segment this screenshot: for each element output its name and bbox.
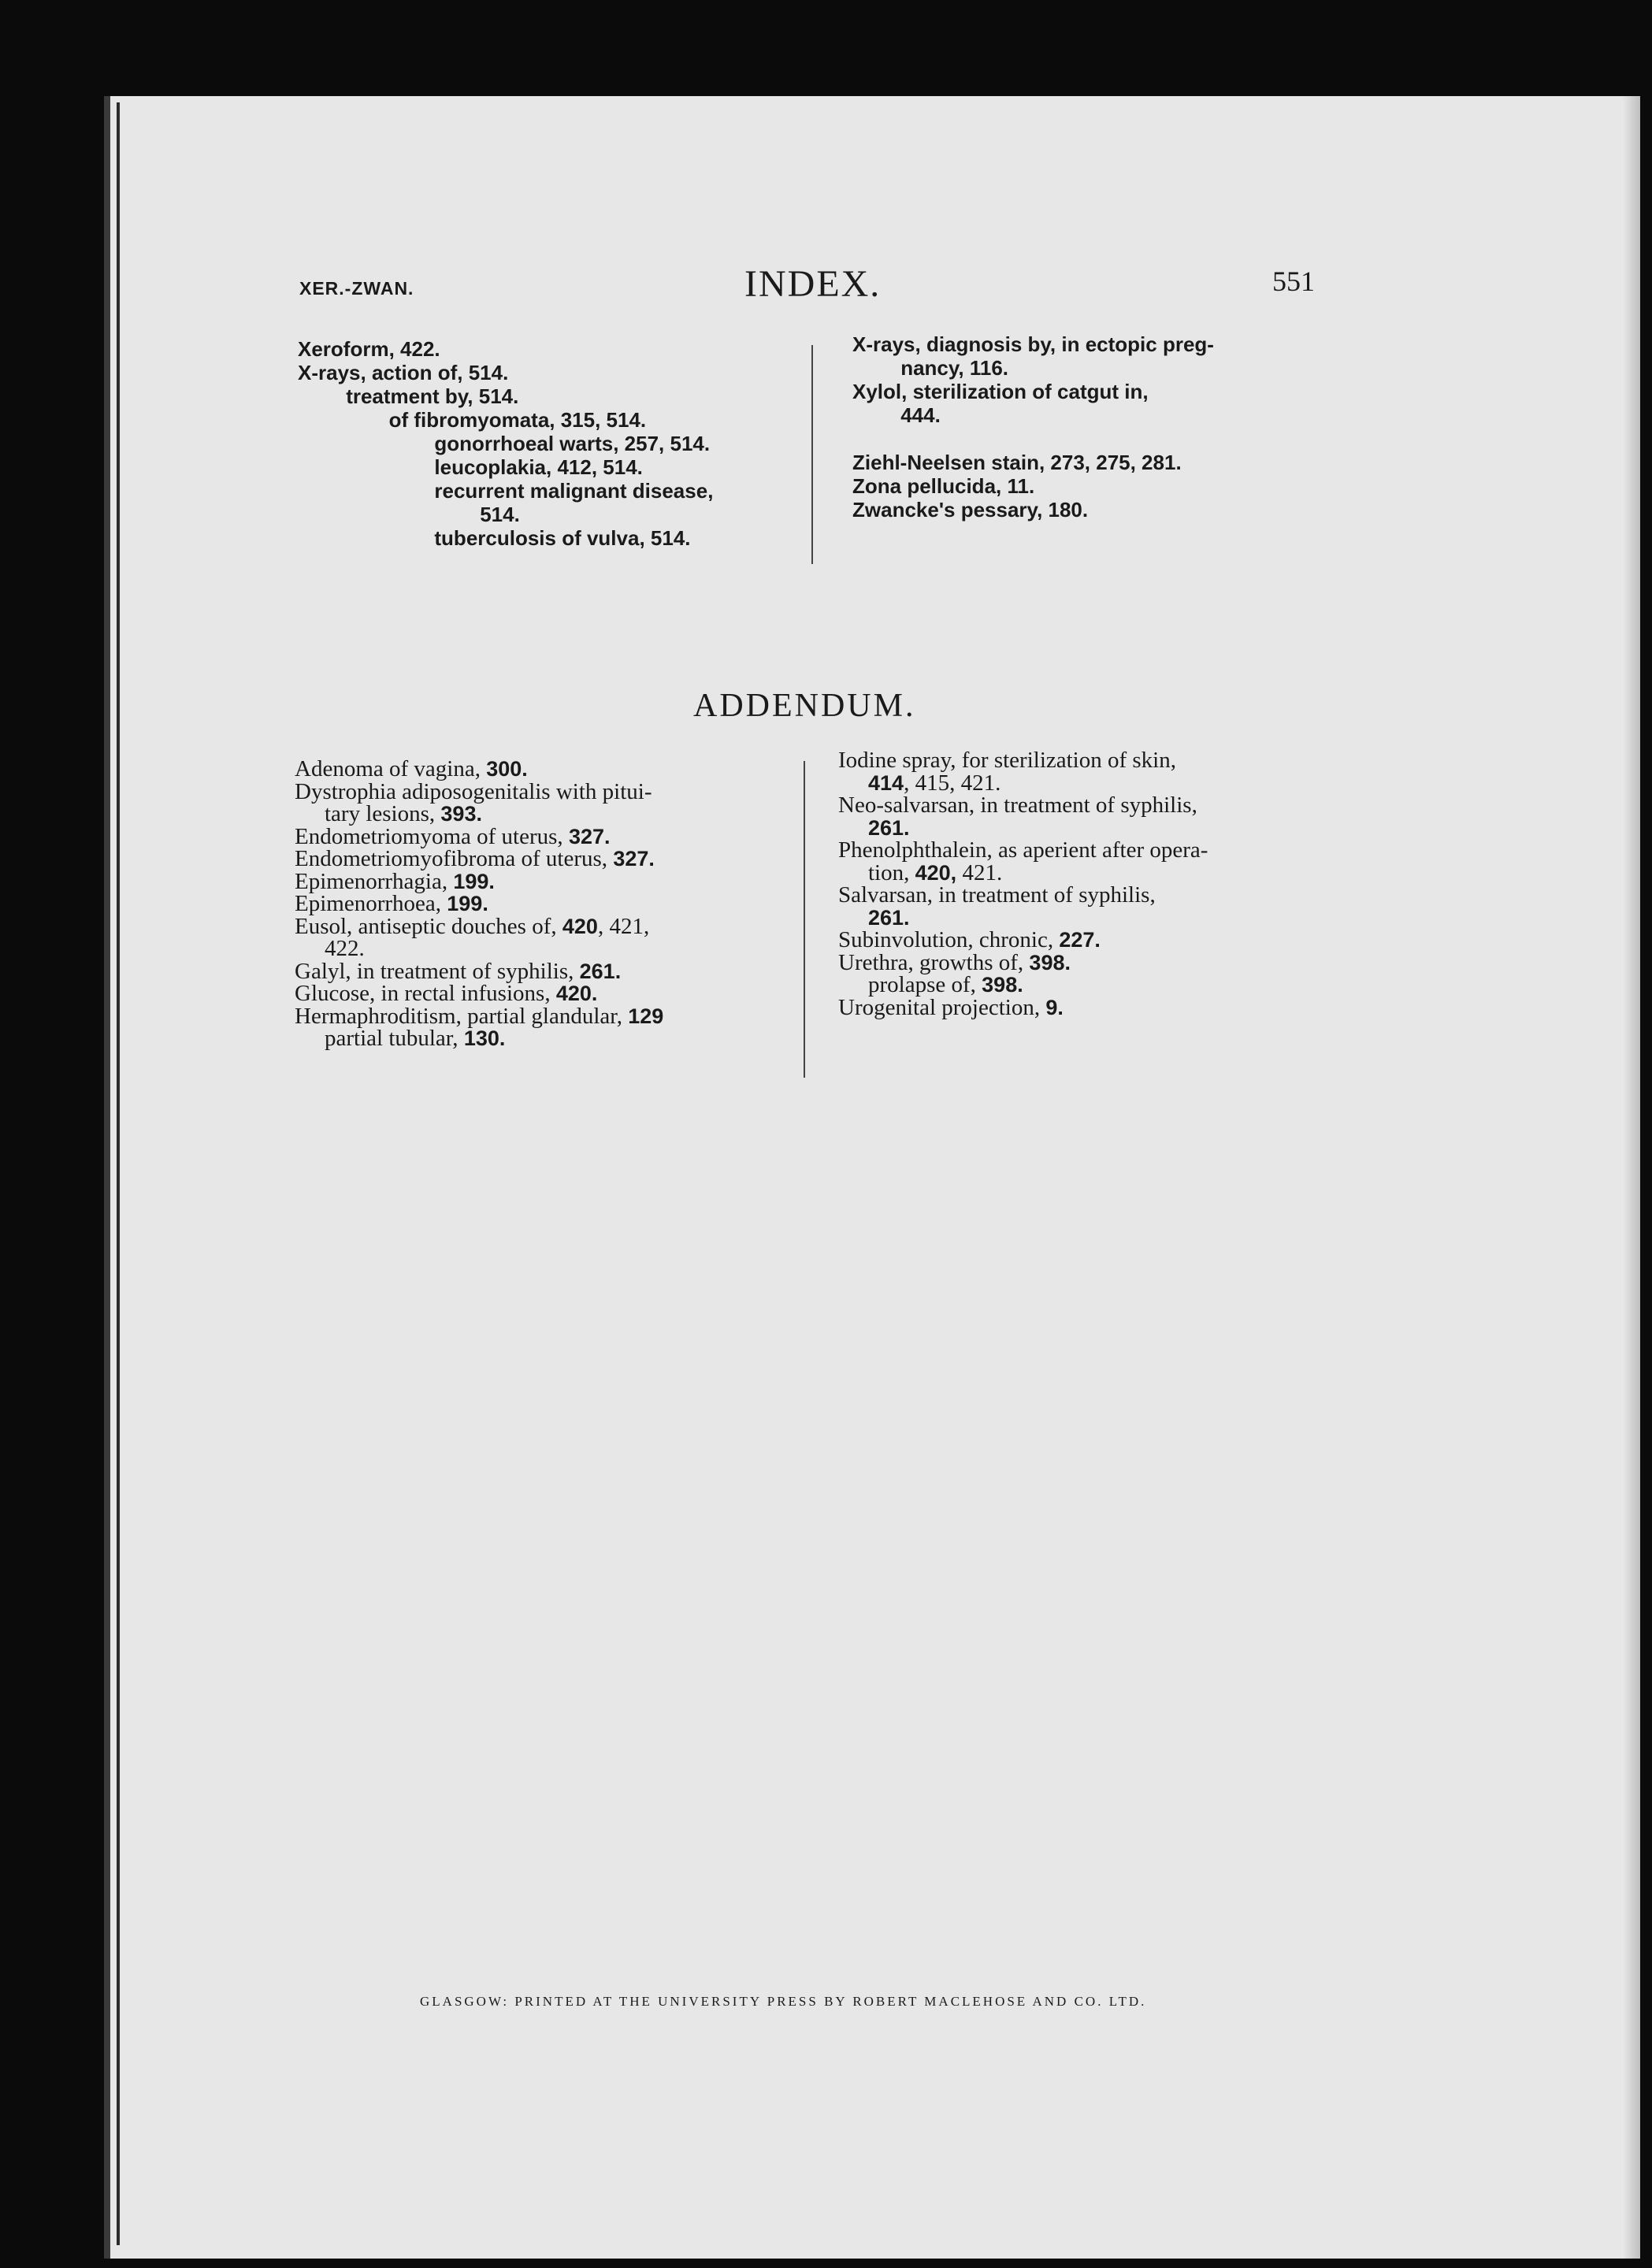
page-reference-bold: 300. — [486, 757, 528, 781]
entry-text: 422. — [325, 936, 365, 961]
page-reference-bold: 261. — [868, 815, 910, 840]
addendum-entry — [838, 772, 1208, 795]
addendum-entry — [295, 848, 663, 870]
addendum-column-divider — [804, 761, 805, 1078]
index-entry: of fibromyomata, 315, 514. — [388, 408, 647, 432]
index-right-column — [852, 332, 1214, 522]
addendum-title: ADDENDUM. — [693, 688, 916, 724]
index-column-divider — [811, 345, 813, 564]
addendum-entry — [838, 884, 1208, 907]
addendum-entry — [295, 823, 663, 849]
addendum-entry — [838, 949, 1208, 975]
index-entry: X-rays, diagnosis by, in ectopic preg- — [852, 332, 1214, 356]
printer-imprint: GLASGOW: PRINTED AT THE UNIVERSITY PRESS BY ROBERT MACLEHOSE AND CO. LTD. — [420, 1994, 1147, 2009]
entry-text: tion, — [868, 859, 915, 885]
page-reference-bold: 227. — [1059, 928, 1101, 952]
addendum-entry — [838, 994, 1208, 1020]
addendum-left-column — [295, 758, 663, 1050]
page-reference-bold: 130. — [463, 1026, 506, 1050]
entry-text: Endometriomyofibroma of uterus, — [295, 846, 614, 871]
index-entry: gonorrhoeal warts, 257, 514. — [434, 432, 711, 455]
index-left-column — [298, 337, 713, 550]
addendum-entry — [838, 974, 1208, 997]
index-entry: treatment by, 514. — [346, 384, 519, 408]
index-entry: recurrent malignant disease, — [434, 479, 714, 503]
page-reference-bold: 420, — [915, 860, 957, 885]
entry-text: Subinvolution, chronic, — [838, 927, 1060, 952]
entry-text: Galyl, in treatment of syphilis, — [295, 958, 580, 984]
page-reference-bold: 414 — [868, 770, 904, 795]
page-reference-bold: 420 — [562, 914, 598, 938]
addendum-entry — [295, 915, 663, 938]
page-reference-bold: 261. — [579, 959, 622, 983]
page-edge-shadow — [1623, 96, 1640, 2259]
entry-text: Neo-salvarsan, in treatment of syphilis, — [838, 793, 1197, 818]
entry-text: Hermaphroditism, partial glandular, — [295, 1003, 629, 1029]
addendum-entry — [295, 758, 663, 781]
entry-text: Endometriomyoma of uterus, — [295, 823, 569, 849]
addendum-entry — [838, 859, 1208, 885]
index-entry — [852, 427, 1214, 451]
addendum-entry — [838, 817, 1208, 840]
page-reference-bold: 398. — [1029, 950, 1071, 974]
page-number: 551 — [1272, 265, 1315, 297]
addendum-entry — [838, 907, 1208, 930]
page-reference-bold: 393. — [440, 802, 482, 826]
page-reference-bold: 261. — [868, 905, 910, 930]
page-reference-bold: 199. — [447, 892, 488, 915]
entry-text: tary lesions, — [325, 801, 441, 826]
index-entry: nancy, 116. — [900, 356, 1009, 380]
page-reference-bold: 327. — [568, 824, 611, 848]
index-entry: 514. — [480, 503, 520, 526]
index-entry: Zwancke's pessary, 180. — [852, 498, 1089, 522]
page-reference-extra: , 421, — [597, 913, 650, 939]
page-reference-bold: 327. — [613, 847, 655, 870]
addendum-entry — [295, 982, 663, 1005]
entry-text: Urethra, growths of, — [838, 949, 1030, 975]
entry-text: Salvarsan, in treatment of syphilis, — [838, 882, 1156, 908]
entry-text: Phenolphthalein, as aperient after opera- — [838, 837, 1208, 863]
addendum-entry — [295, 893, 663, 915]
page-reference-bold: 199. — [453, 869, 495, 893]
addendum-entry — [295, 960, 663, 983]
addendum-right-column — [838, 749, 1208, 1019]
entry-text: Epimenorrhoea, — [295, 891, 447, 916]
index-entry: leucoplakia, 412, 514. — [434, 455, 643, 479]
running-head: XER.-ZWAN. — [299, 278, 414, 299]
addendum-entry — [838, 839, 1208, 862]
entry-text: Adenoma of vagina, — [295, 756, 487, 781]
addendum-entry — [295, 870, 663, 893]
entry-text: Dystrophia adiposogenitalis with pitui- — [295, 778, 652, 804]
entry-text: Urogenital projection, — [838, 994, 1046, 1020]
addendum-entry — [295, 803, 663, 826]
entry-text: Epimenorrhagia, — [295, 868, 454, 894]
addendum-entry — [295, 1027, 663, 1050]
addendum-entry — [295, 937, 663, 960]
index-entry: Xylol, sterilization of catgut in, — [852, 380, 1149, 403]
addendum-entry — [838, 929, 1208, 952]
entry-text: Eusol, antiseptic douches of, — [295, 913, 562, 939]
index-entry: 444. — [900, 403, 941, 427]
addendum-entry — [838, 749, 1208, 772]
entry-text: partial tubular, — [325, 1026, 464, 1051]
page-reference-bold: 9. — [1045, 995, 1064, 1019]
page-binding-edge — [117, 102, 120, 2245]
page-title: INDEX. — [744, 263, 882, 305]
page-reference-extra: , 415, 421. — [904, 770, 1001, 796]
entry-text: Iodine spray, for sterilization of skin, — [838, 748, 1176, 773]
page-reference-extra: 421. — [956, 859, 1003, 885]
index-entry: X-rays, action of, 514. — [298, 361, 509, 384]
index-entry: Zona pellucida, 11. — [852, 474, 1035, 498]
addendum-entry — [838, 794, 1208, 817]
addendum-entry — [295, 1005, 663, 1028]
page-reference-bold: 420. — [555, 982, 598, 1005]
entry-text: prolapse of, — [868, 972, 982, 997]
addendum-entry — [295, 778, 663, 804]
index-entry: tuberculosis of vulva, 514. — [434, 526, 691, 550]
index-entry: Xeroform, 422. — [298, 337, 440, 361]
entry-text: Glucose, in rectal infusions, — [295, 981, 556, 1006]
page-reference-bold: 398. — [982, 973, 1023, 997]
page-reference-bold: 129 — [628, 1004, 664, 1028]
index-entry: Ziehl-Neelsen stain, 273, 275, 281. — [852, 451, 1182, 474]
